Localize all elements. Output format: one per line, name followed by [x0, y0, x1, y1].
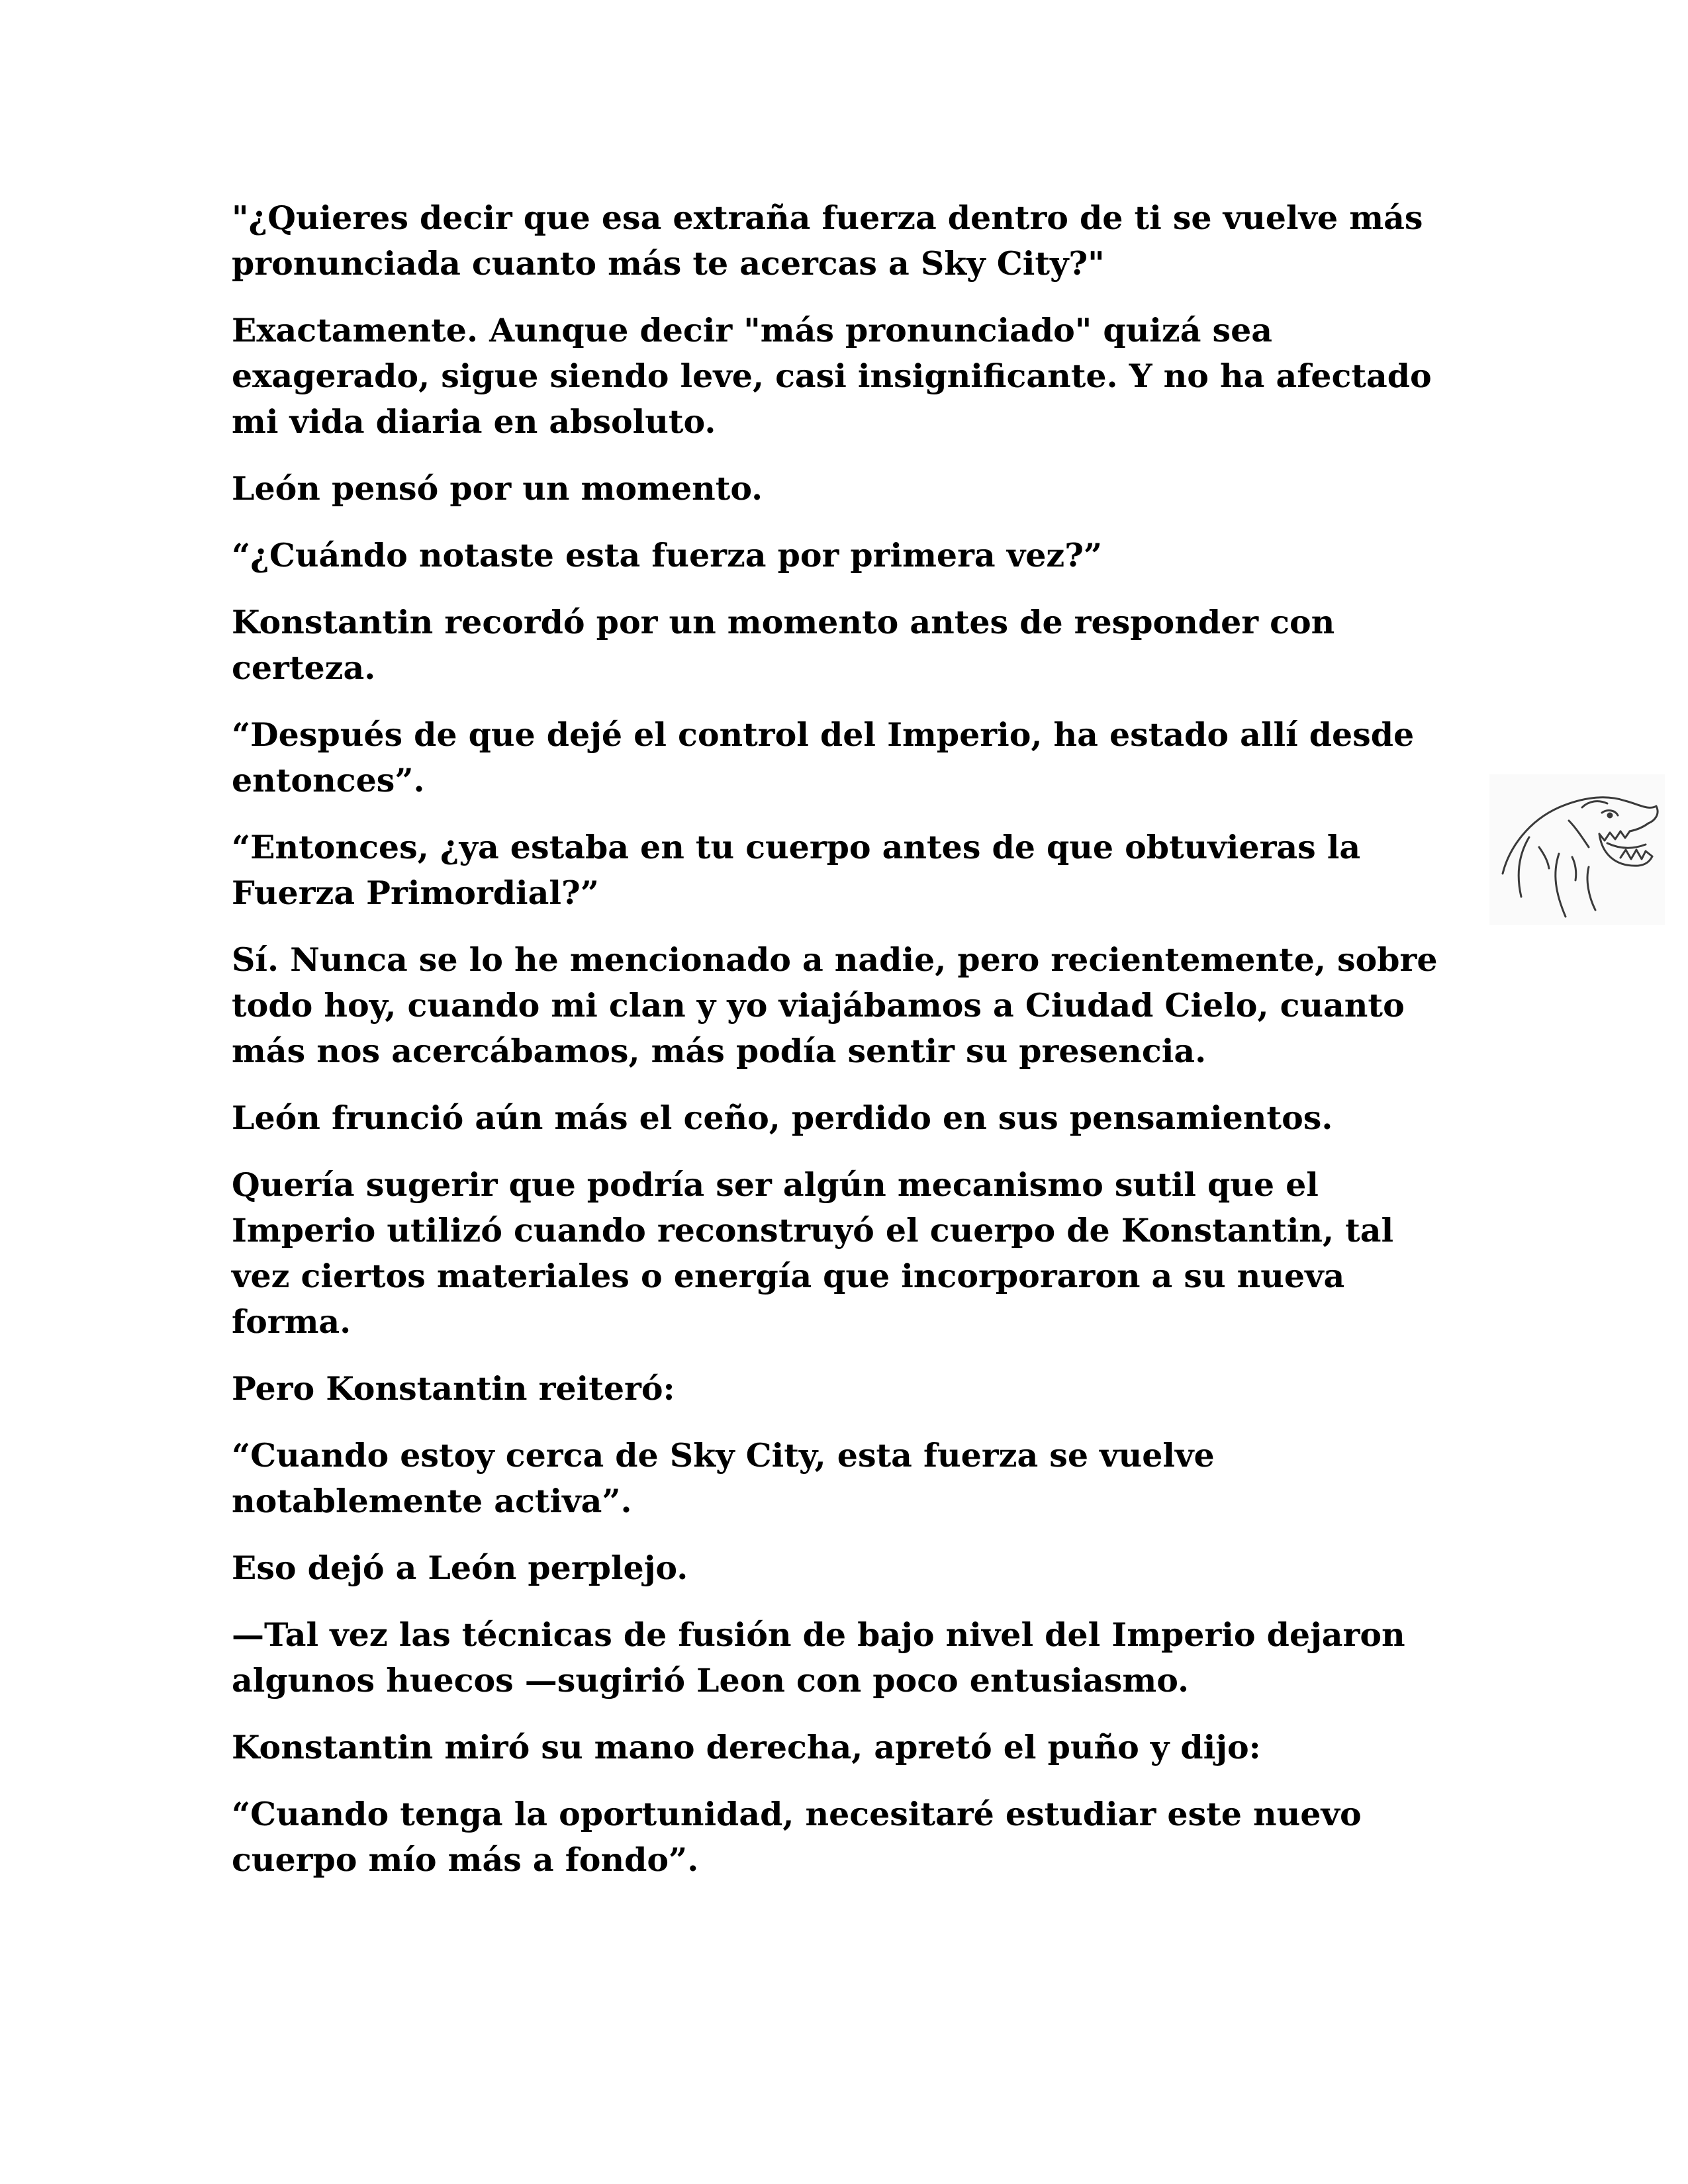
paragraph: Konstantin recordó por un momento antes de responder con certeza.: [232, 603, 1335, 687]
paragraph: Quería sugerir que podría ser algún mecanismo sutil que el Imperio utilizó cuando reconstruyó el cuerpo de Konstantin, tal vez ciertos materiales o energía que incorporaron a su nueva forma.: [232, 1165, 1394, 1341]
paragraph: “Después de que dejé el control del Imperio, ha estado allí desde entonces”.: [232, 715, 1415, 799]
paragraph: “Cuando tenga la oportunidad, necesitaré estudiar este nuevo cuerpo mío más a fondo”.: [232, 1795, 1362, 1879]
text-body: [232, 195, 1450, 1904]
paragraph: León pensó por un momento.: [232, 469, 763, 508]
paragraph: Konstantin miró su mano derecha, apretó el puño y dijo:: [232, 1728, 1261, 1766]
paragraph: Sí. Nunca se lo he mencionado a nadie, pero recientemente, sobre todo hoy, cuando mi clan y yo viajábamos a Ciudad Cielo, cuanto más nos acercábamos, más podía sentir su presencia.: [232, 940, 1438, 1070]
paragraph: León frunció aún más el ceño, perdido en sus pensamientos.: [232, 1099, 1333, 1137]
paragraph: Eso dejó a León perplejo.: [232, 1549, 688, 1587]
paragraph: “Cuando estoy cerca de Sky City, esta fuerza se vuelve notablemente activa”.: [232, 1436, 1215, 1520]
paragraph: Exactamente. Aunque decir "más pronunciado" quizá sea exagerado, sigue siendo leve, casi insignificante. Y no ha afectado mi vida diaria en absoluto.: [232, 311, 1432, 441]
dinosaur-head-sketch-icon: [1489, 774, 1665, 925]
paragraph: Pero Konstantin reiteró:: [232, 1369, 675, 1408]
paragraph: "¿Quieres decir que esa extraña fuerza dentro de ti se vuelve más pronunciada cuanto más te acercas a Sky City?": [232, 199, 1423, 283]
paragraph: “Entonces, ¿ya estaba en tu cuerpo antes de que obtuvieras la Fuerza Primordial?”: [232, 828, 1361, 912]
paragraph: —Tal vez las técnicas de fusión de bajo nivel del Imperio dejaron algunos huecos —sugirió Leon con poco entusiasmo.: [232, 1615, 1405, 1700]
paragraph: “¿Cuándo notaste esta fuerza por primera vez?”: [232, 536, 1103, 574]
